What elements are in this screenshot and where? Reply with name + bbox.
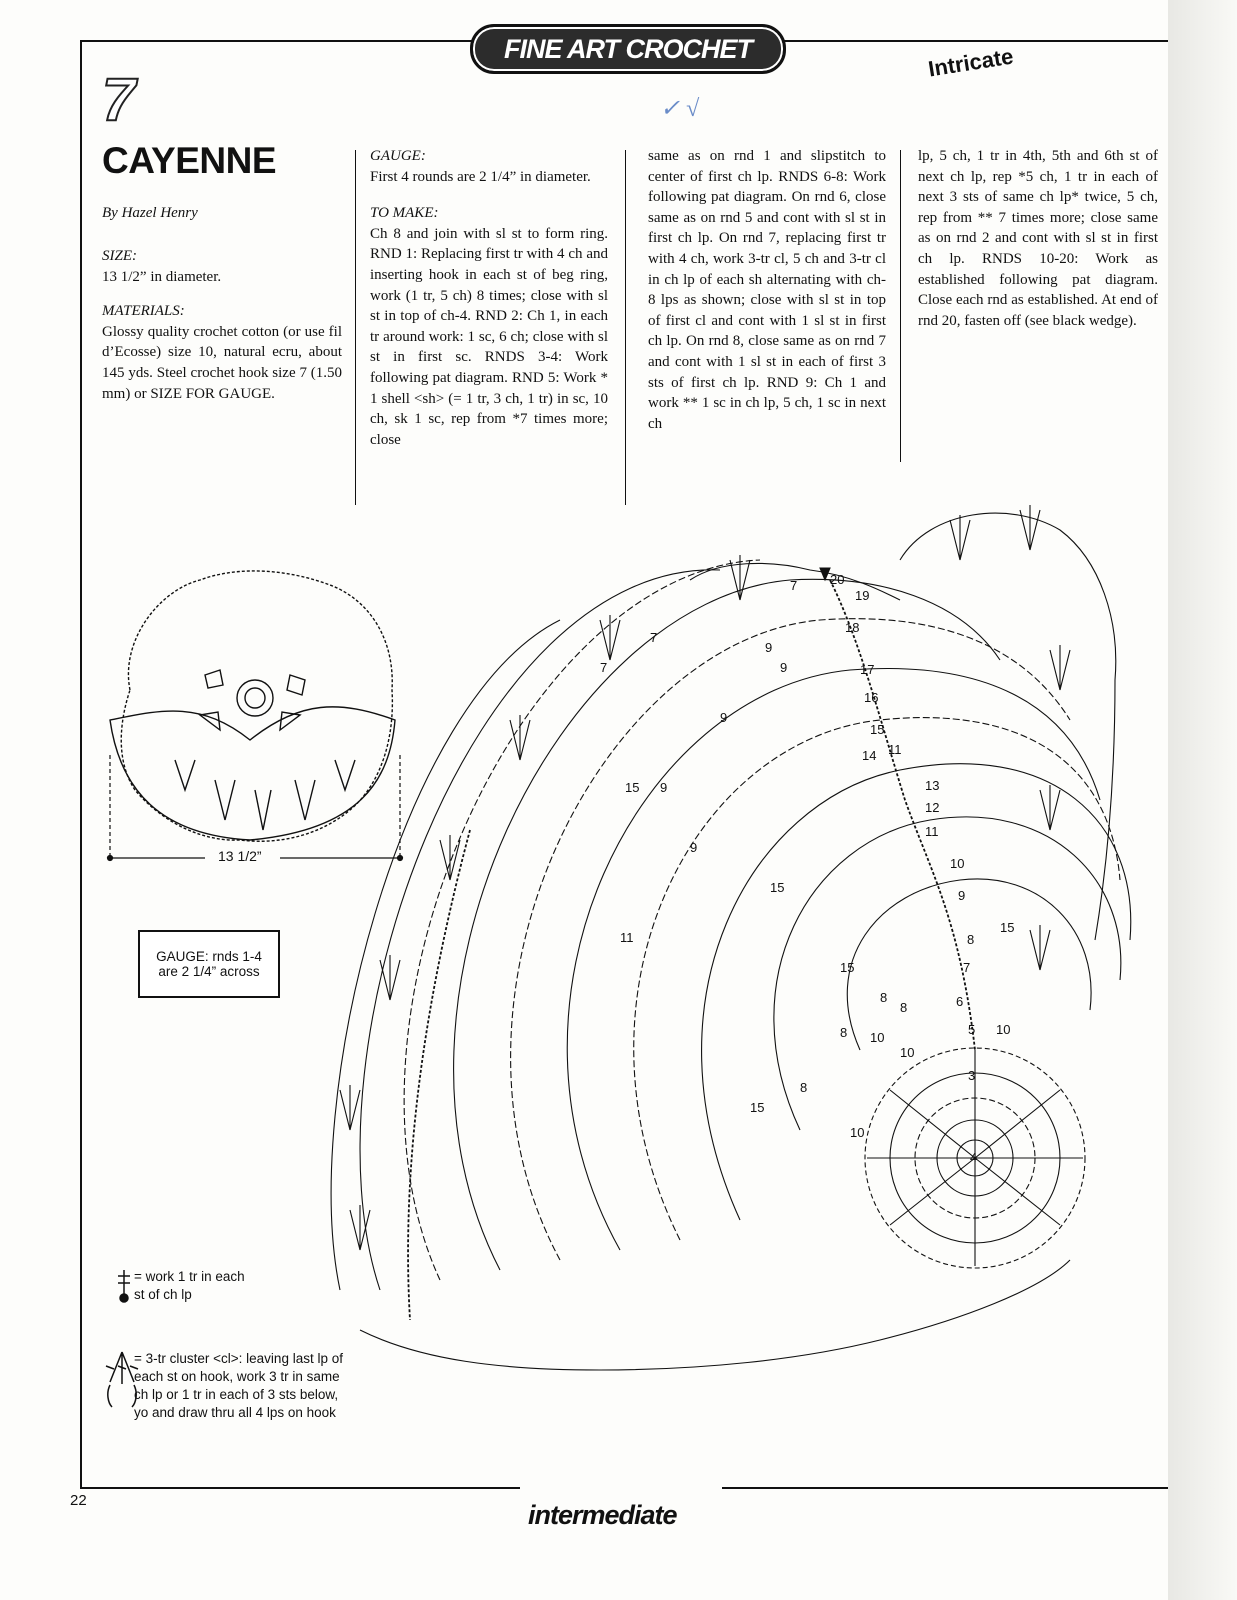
doily-silhouette [110,571,395,841]
round-label: 8 [800,1080,808,1095]
difficulty-level-top: Intricate [926,43,1015,82]
pattern-diagram [331,505,1131,1370]
legend-cl-line-3: ch lp or 1 tr in each of 3 sts below, [134,1387,339,1402]
round-label: 9 [690,840,698,855]
round-label: 10 [900,1045,915,1060]
legend-cl-line-1: = 3-tr cluster <cl>: leaving last lp of [134,1351,343,1366]
to-make-heading: TO MAKE: [370,205,439,222]
round-label: 4 [970,1150,978,1165]
pencil-checkmarks: ✓ √ [660,96,700,122]
pattern-number: 7 [102,66,136,133]
round-label: 15 [840,960,855,975]
round-label: 15 [770,880,785,895]
round-label: 9 [720,710,728,725]
round-label: 20 [830,572,845,587]
dimension-label: 13 1/2” [218,848,262,864]
round-label: 11 [620,930,634,945]
banner-text: FINE ART CROCHET [503,33,752,64]
round-label: 15 [1000,920,1015,935]
legend-tr-line-1: = work 1 tr in each [134,1269,245,1284]
round-label: 15 [750,1100,765,1115]
round-label: 7 [600,660,608,675]
gauge-box-line-1: GAUGE: rnds 1-4 [156,949,262,964]
round-label: 10 [996,1022,1011,1037]
legend-tr [134,1268,245,1304]
legend-cluster [134,1350,343,1422]
round-label: 6 [956,994,964,1009]
round-label: 19 [855,588,870,603]
round-label: 3 [968,1068,976,1083]
round-label: 9 [765,640,773,655]
round-label: 11 [888,742,902,757]
legend-cl-line-2: each st on hook, work 3 tr in same [134,1369,340,1384]
to-make-text: Ch 8 and join with sl st to form ring. RND 1: Replacing first tr with 4 ch and inserting hook in each st of beg ring, work (1 tr, 5 ch) 8 times; close with sl st in top of ch-4. RND 2: Ch 1, in each tr around work: 1 sc, 6 ch; close with sl st in first sc. RNDS 3-4: Work following pat diagram. RND 5: Work * 1 shell <sh> (= 1 tr, 3 ch, 1 tr) in sc, 10 ch, sk 1 sc, rep from *7 times more; close [370,225,608,448]
materials-heading: MATERIALS: [102,303,185,320]
instructions-continued: same as on rnd 1 and slipstitch to center of first ch lp. RNDS 6-8: Work following pat diagram. On rnd 6, close same as on rnd 5 and cont with sl st in first ch lp. On rnd 7, replacing first tr with 4 ch, work 3-tr cl, 5 ch and 3-tr cl in ch lp of each sh alternating with ch-8 lps as shown; close with sl st in top of first cl and cont with 1 sl st in first ch lp. On rnd 8, close same as on rnd 7 and cont with 1 sl st in each of first 3 sts of first ch lp. RND 9: Ch 1 and work ** 1 sc in ch lp, 5 ch, 1 sc in next ch [648,148,886,432]
round-label: 8 [967,932,975,947]
legend-cl-line-4: yo and draw thru all 4 lps on hook [134,1405,336,1420]
gauge-heading: GAUGE: [370,148,426,164]
pattern-title: CAYENNE [102,140,277,181]
round-label: 10 [850,1125,865,1140]
round-label: 7 [650,630,658,645]
round-label: 13 [925,778,940,793]
round-label: 14 [862,748,877,763]
round-label: 8 [900,1000,908,1015]
round-label: 18 [845,620,860,635]
round-label: 11 [925,824,939,839]
shell-fans [340,505,1070,1250]
round-label: 12 [925,800,940,815]
round-label: 8 [880,990,888,1005]
page-number: 22 [70,1492,87,1509]
gauge-box [138,930,280,998]
round-label: 9 [958,888,966,903]
round-label: 15 [870,722,885,737]
size-heading: SIZE: [102,248,137,264]
round-label: 10 [950,856,965,871]
size-text: 13 1/2” in diameter. [102,268,222,285]
round-label: 7 [790,578,798,593]
instructions-final: lp, 5 ch, 1 tr in 4th, 5th and 6th st of next ch lp, rep *5 ch, 1 tr in each of next 3 sts of same ch lp* twice, 5 ch, rep from ** 7 times more; close same as on rnd 2 and cont with sl st in first ch lp. RNDS 10-20: Work as established following pat diagram. Close each rnd as established. At end of rnd 20, fasten off (see black wedge). [918,148,1158,329]
round-label: 16 [864,690,879,705]
round-label: 10 [870,1030,885,1045]
round-label: 8 [840,1025,848,1040]
round-label: 15 [625,780,640,795]
byline: By Hazel Henry [102,205,198,221]
round-label: 17 [860,662,875,677]
gauge-box-line-2: are 2 1/4” across [158,964,260,979]
difficulty-level-bottom: intermediate [528,1500,677,1530]
gauge-text: First 4 rounds are 2 1/4” in diameter. [370,168,591,185]
round-label: 9 [660,780,668,795]
materials-text: Glossy quality crochet cotton (or use fil d’Ecosse) size 10, natural ecru, about 145 yds. Steel crochet hook size 7 (1.50 mm) or SIZE FOR GAUGE. [102,323,342,402]
legend-tr-line-2: st of ch lp [134,1287,192,1302]
round-label: 7 [963,960,971,975]
round-label: 9 [780,660,788,675]
round-label: 5 [968,1022,976,1037]
